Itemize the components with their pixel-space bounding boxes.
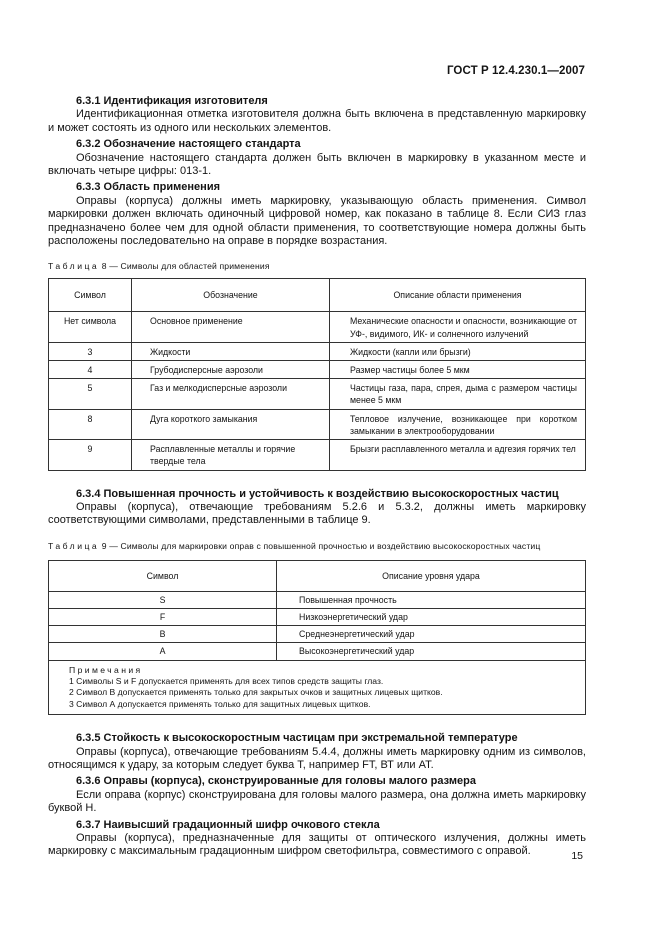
- page-number: 15: [571, 850, 583, 862]
- table-8-cell-symbol: 4: [49, 361, 132, 379]
- table-row: [49, 379, 586, 409]
- table-9-notes-title: Примечания: [69, 664, 143, 675]
- table-8-caption-text: 8 — Символы для областей применения: [101, 261, 270, 272]
- table-row: [49, 608, 586, 625]
- section-6-3-4-text: Оправы (корпуса), отвечающие требованиям 5.2.6 и 5.3.2, должны иметь маркировку соответствующими символами, представленными в таблице 9.: [48, 500, 586, 527]
- table-8-cell-description: Частицы газа, пара, спрея, дыма с размером частицы менее 5 мкм: [330, 379, 586, 409]
- section-6-3-7-text: Оправы (корпуса), предназначенные для защиты от оптического излучения, должны иметь маркировку с максимальным градационным шифром светофильтра, совместимого с оправой.: [48, 832, 586, 858]
- section-6-3-4-heading: 6.3.4 Повышенная прочность и устойчивость к воздействию высокоскоростных частиц: [76, 487, 559, 500]
- table-8-cell-designation: Дуга короткого замыкания: [132, 409, 330, 439]
- table-9-caption: [48, 541, 586, 552]
- table-9-cell-description: Среднеэнергетический удар: [277, 626, 586, 643]
- table-8-cell-symbol: 5: [49, 379, 132, 409]
- section-6-3-7-heading: 6.3.7 Наивысший градационный шифр очкового стекла: [76, 818, 380, 831]
- table-8-caption: [48, 261, 586, 272]
- table-8-header-symbol: Символ: [49, 279, 132, 312]
- page-content: [48, 92, 586, 859]
- table-9-cell-symbol: A: [49, 643, 277, 660]
- table-8-cell-designation: Основное применение: [132, 312, 330, 342]
- section-6-3-3-heading: 6.3.3 Область применения: [76, 181, 220, 194]
- table-row: [49, 342, 586, 360]
- table-8-cell-designation: Расплавленные металлы и горячие твердые тела: [132, 440, 330, 470]
- table-9-header-row: [49, 560, 586, 591]
- table-9-note: 2 Символ В допускается применять только для закрытых очков и защитных лицевых щитков.: [69, 687, 443, 698]
- table-row: [49, 312, 586, 342]
- table-8-cell-symbol: Нет символа: [49, 312, 132, 342]
- section-6-3-5-text: Оправы (корпуса), отвечающие требованиям 5.4.4, должны иметь маркировку одним из символов, относящимся к удару, за которым следует буква Т, например FT, ВТ или АТ.: [48, 745, 586, 771]
- table-8-header-designation: Обозначение: [132, 279, 330, 312]
- table-9-cell-description: Низкоэнергетический удар: [277, 608, 586, 625]
- table-8-cell-symbol: 3: [49, 342, 132, 360]
- table-8-cell-description: Брызги расплавленного металла и адгезия горячих тел: [330, 440, 586, 470]
- section-6-3-2-heading: 6.3.2 Обозначение настоящего стандарта: [76, 138, 301, 151]
- table-9-cell-symbol: S: [49, 591, 277, 608]
- section-6-3-5-heading: 6.3.5 Стойкость к высокоскоростным частицам при экстремальной температуре: [76, 732, 518, 745]
- table-8-caption-label: Таблица: [48, 261, 100, 272]
- table-9-cell-symbol: F: [49, 608, 277, 625]
- section-6-3-3-text: Оправы (корпуса) должны иметь маркировку, указывающую область применения. Символ маркировки должен включать одиночный цифровой номер, как показано в таблице 8. Если СИЗ глаз предназначено более чем для одной области применения, то соответствующие номера должны быть расположены последовательно на оправе в порядке возрастания.: [48, 194, 586, 248]
- table-9-cell-symbol: B: [49, 626, 277, 643]
- section-6-3-1-heading: 6.3.1 Идентификация изготовителя: [76, 95, 268, 107]
- table-8-header-description: Описание области применения: [330, 279, 586, 312]
- section-6-3-6-heading: 6.3.6 Оправы (корпуса), сконструированные для головы малого размера: [76, 775, 476, 788]
- section-6-3-2-text: Обозначение настоящего стандарта должен быть включен в маркировку в указанном месте и включать четыре цифры: 013-1.: [48, 151, 586, 178]
- table-8-cell-symbol: 8: [49, 409, 132, 439]
- table-row: [49, 626, 586, 643]
- table-8-cell-designation: Жидкости: [132, 342, 330, 360]
- table-row: [49, 591, 586, 608]
- standard-code-header: ГОСТ Р 12.4.230.1—2007: [446, 65, 585, 77]
- table-row: [49, 361, 586, 379]
- table-8-cell-symbol: 9: [49, 440, 132, 470]
- table-row: [49, 440, 586, 470]
- section-6-3-1-text: Идентификационная отметка изготовителя должна быть включена в представленную маркировку и может состоять из одного или нескольких элементов.: [48, 108, 586, 134]
- table-9-caption-text: 9 — Символы для маркировки оправ с повышенной прочностью и воздействию высокоскоростных частиц: [101, 540, 541, 551]
- table-8-header-row: [49, 279, 586, 312]
- table-8-cell-description: Механические опасности и опасности, возникающие от УФ-, видимого, ИК- и солнечного излучений: [330, 312, 586, 342]
- table-8-cell-designation: Грубодисперсные аэрозоли: [132, 361, 330, 379]
- table-8: [48, 278, 586, 470]
- table-9-header-symbol: Символ: [49, 560, 277, 591]
- table-9-notes: [48, 661, 586, 716]
- table-9-note: 3 Символ А допускается применять только для защитных лицевых щитков.: [69, 698, 371, 709]
- table-8-cell-description: Размер частицы более 5 мкм: [330, 361, 586, 379]
- section-6-3-6-text: Если оправа (корпус) сконструирована для головы малого размера, она должна иметь маркировку буквой Н.: [48, 788, 586, 815]
- table-8-cell-description: Жидкости (капли или брызги): [330, 342, 586, 360]
- table-8-cell-designation: Газ и мелкодисперсные аэрозоли: [132, 379, 330, 409]
- table-9-caption-label: Таблица: [48, 540, 100, 551]
- table-9: [48, 560, 586, 661]
- table-9-cell-description: Высокоэнергетический удар: [277, 643, 586, 660]
- table-8-cell-description: Тепловое излучение, возникающее при коротком замыкании в электрооборудовании: [330, 409, 586, 439]
- table-row: [49, 409, 586, 439]
- table-9-note: 1 Символы S и F допускается применять для всех типов средств защиты глаз.: [69, 675, 384, 686]
- table-9-header-description: Описание уровня удара: [277, 560, 586, 591]
- table-9-cell-description: Повышенная прочность: [277, 591, 586, 608]
- table-row: [49, 643, 586, 660]
